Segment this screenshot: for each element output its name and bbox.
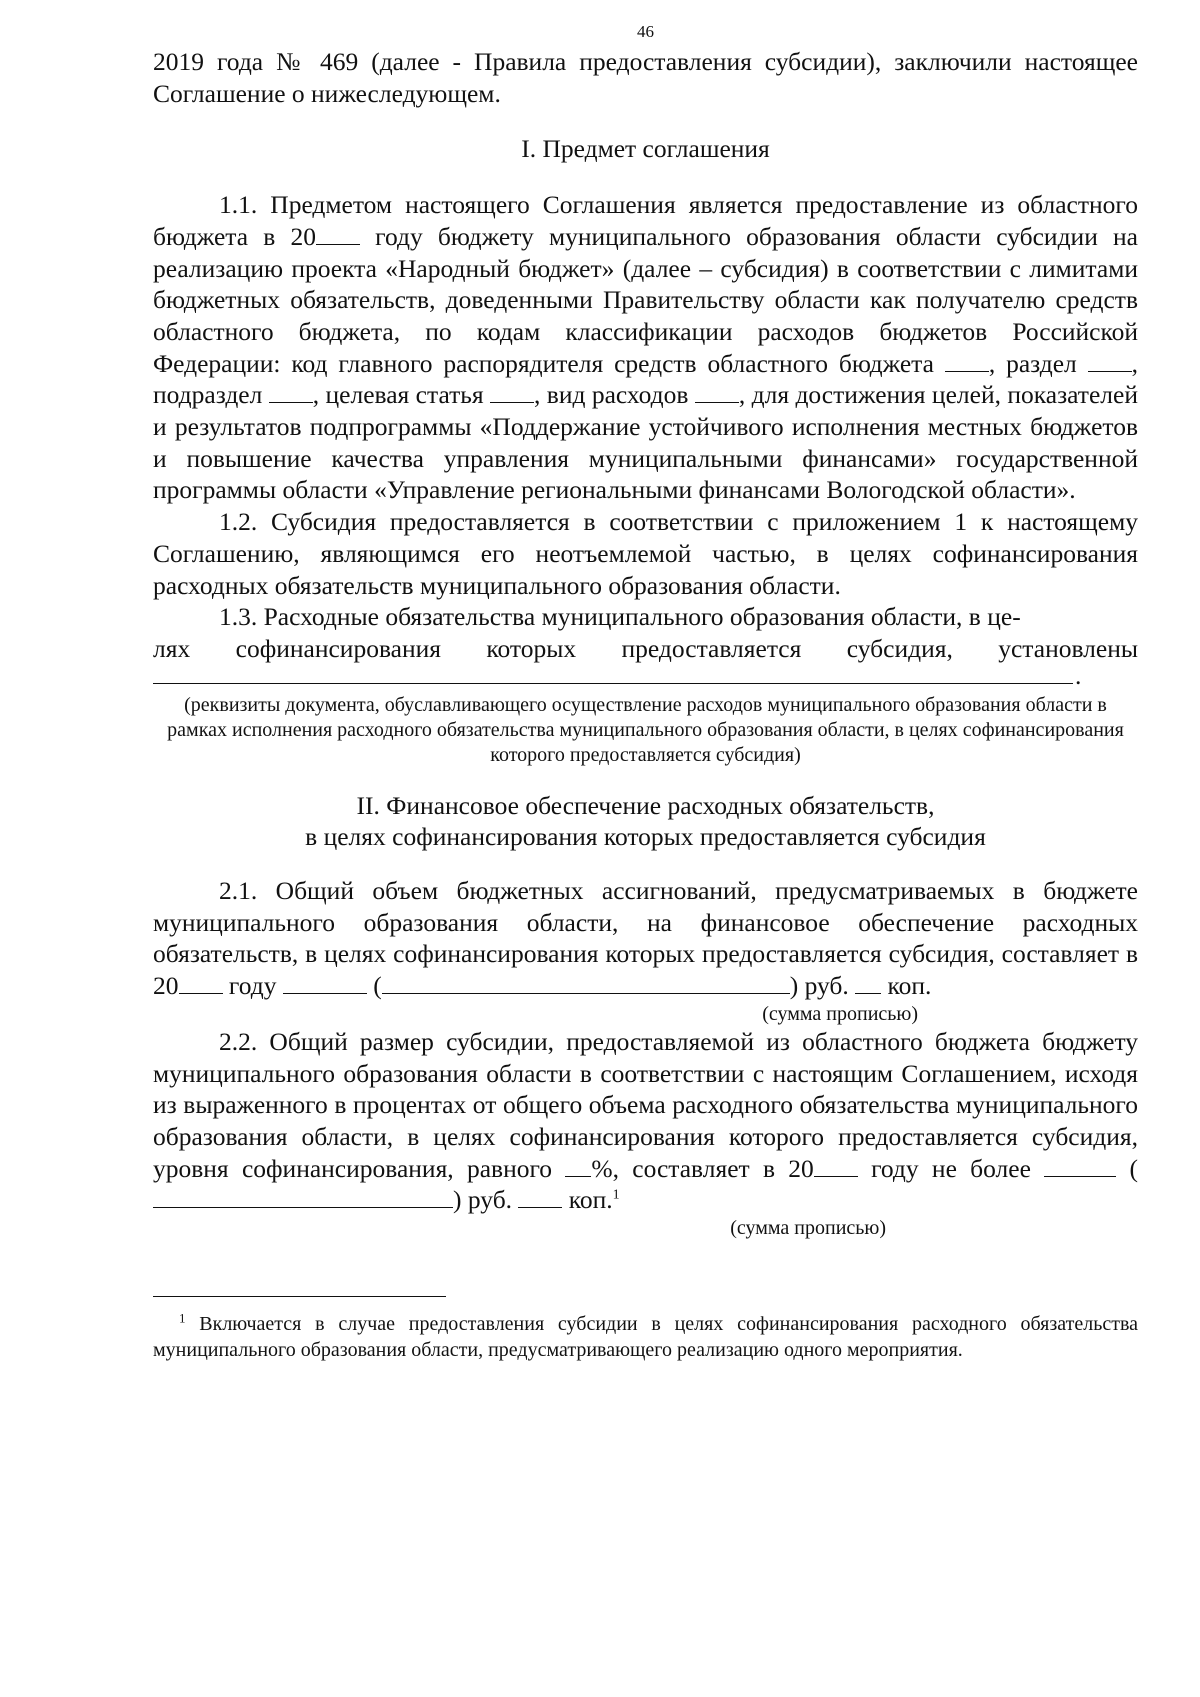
amount-words-caption-2: (сумма прописью) [730,1217,886,1240]
code-blank [945,349,989,372]
amount-blank [283,971,367,994]
footnote: $^1$ Включается в случае предоставления субсидии в целях софинансирования расходного обязательства муниципального образования области, предусматривающего реализацию одного мероприятия. [153,1310,1138,1362]
paragraph-1-1: 1.1. Предметом настоящего Соглашения является предоставление из областного бюджета в 20 году бюджету муниципального образования области субсидии на реализацию проекта «Народный бюджет» (далее – субсидия) в соответствии с лимитами бюджетных обязательств, доведенными Правительству области как получателю средств областного бюджета, по кодам классификации расходов бюджетов Российской Федерации: код главного распорядителя средств областного бюджета , раздел , подраздел , целевая статья , вид расходов , для достижения целей, показателей и результатов подпрограммы «Поддержание устойчивого исполнения местных бюджетов и повышение качества управления муниципальными финансами» государственной программы области «Управление региональными финансами Вологодской области». [153,190,1139,505]
subsection-blank [269,380,313,403]
year-blank-3 [814,1154,858,1177]
paragraph-1-2: 1.2. Субсидия предоставляется в соответствии с приложением 1 к настоящему Соглашению, являющимся его неотъемлемой частью, в целях софинансирования расходных обязательств муниципального образования области. [153,507,1138,600]
year-blank-2 [179,971,223,994]
paragraph-1-3-line1: 1.3. Расходные обязательства муниципального образования области, в це- [219,602,1021,632]
requisites-blank [153,665,1073,684]
document-requisites-line: . [153,665,1138,687]
page-number: 46 [637,22,654,41]
kopeck-blank-2 [518,1185,562,1208]
year-blank [316,222,360,245]
paragraph-2-1: 2.1. Общий объем бюджетных ассигнований, предусматриваемых в бюджете муниципального образования области, на финансовое обеспечение расходных обязательств, в целях софинансирования которых предоставляется субсидия, составляет в 20 году ( ) руб. коп. [153,876,1138,1001]
footnote-ref: 1 [612,1187,620,1203]
kopeck-blank [855,971,881,994]
intro-paragraph: 2019 года № 469 (далее - Правила предоставления субсидии), заключили настоящее Соглашение о нижеследующем. [153,47,1138,108]
article-blank [490,380,534,403]
amount-words-blank-2 [153,1185,453,1208]
section-blank [1088,349,1132,372]
amount-words-caption: (сумма прописью) [762,1002,918,1025]
section-1-title: I. Предмет соглашения [521,134,770,164]
amount-words-blank [382,971,790,994]
percent-blank [565,1154,591,1177]
footnote-separator [153,1296,446,1297]
amount-blank-2 [1044,1154,1116,1177]
section-2-title: II. Финансовое обеспечение расходных обязательств, в целях софинансирования которых предоставляется субсидия [305,790,986,852]
requisites-note: (реквизиты документа, обуславливающего осуществление расходов муниципального образования области в рамках исполнения расходного обязательства муниципального образования области, в целях софинансирования которого предоставляется субсидия) [167,693,1124,766]
paragraph-1-3-line2: лях софинансирования которых предоставляется субсидия, установлены [153,633,1138,663]
type-blank [695,380,739,403]
paragraph-2-2: 2.2. Общий размер субсидии, предоставляемой из областного бюджета бюджету муниципального образования области в соответствии с настоящим Соглашением, исходя из выраженного в процентах от общего объема расходного обязательства муниципального образования области, в целях софинансирования которого предоставляется субсидия, уровня софинансирования, равного %, составляет в 20 году не более () руб. коп.$^1$ [153,1026,1138,1215]
